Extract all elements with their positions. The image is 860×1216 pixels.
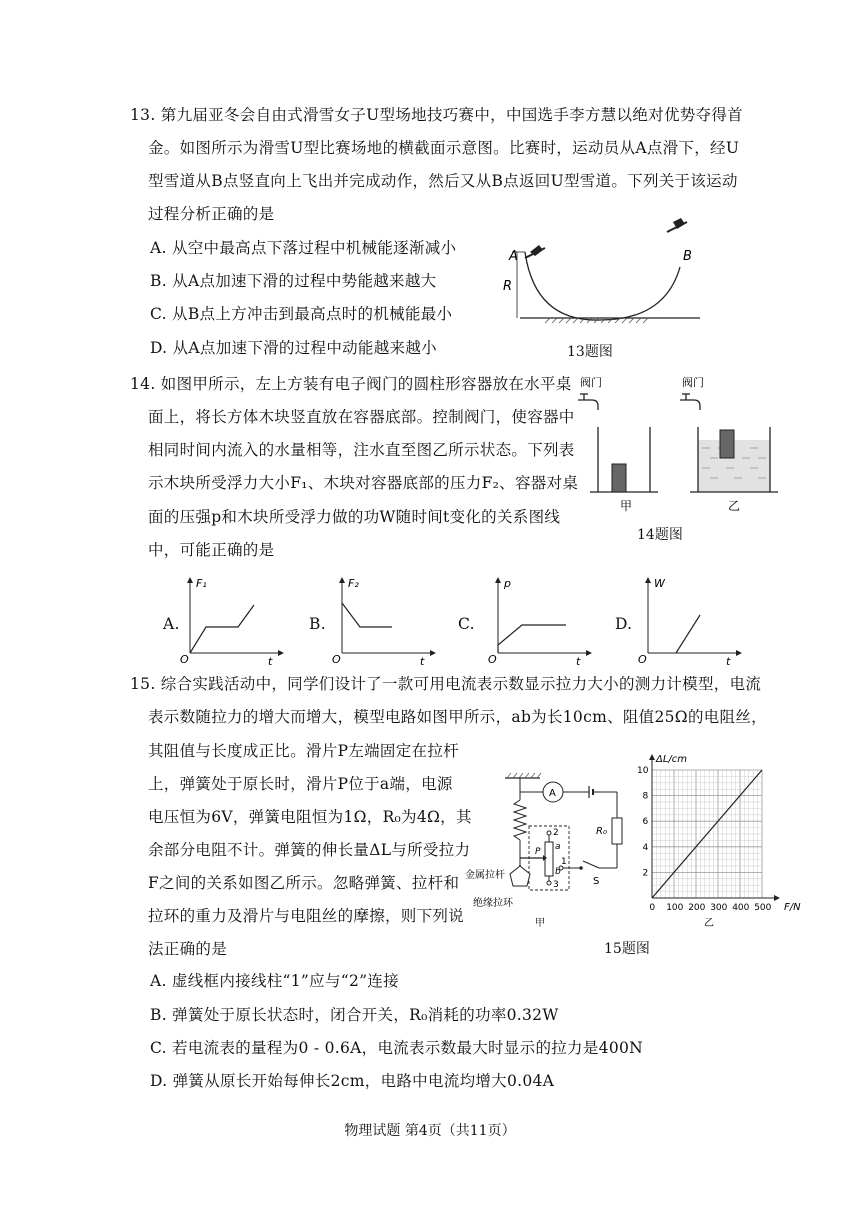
extension-force-chart — [636, 750, 811, 930]
y-tick-label: 4 — [642, 842, 649, 853]
r0-resistor — [612, 818, 622, 844]
x-axis-arrow — [774, 895, 780, 901]
y-tick-label: 2 — [642, 868, 649, 879]
x-tick-label: 100 — [666, 903, 684, 913]
q15-line: 其阻值与长度成正比。滑片P左端固定在拉杆 — [148, 742, 459, 760]
option-a: A. 从空中最高点下落过程中机械能逐渐减小 — [150, 239, 457, 257]
graph-a — [178, 575, 288, 667]
graph-option-d: D. — [615, 615, 633, 633]
q15-line: 拉环的重力及滑片与电阻丝的摩擦，则下列说 — [148, 907, 465, 925]
q15-line: F之间的关系如图乙所示。忽略弹簧、拉杆和 — [148, 874, 460, 892]
q14-line: 相同时间内流入的水量相等，注水直至图乙所示状态。下列表 — [148, 441, 575, 459]
label-jia: 甲 — [620, 499, 633, 512]
faucet-icon — [578, 394, 598, 410]
page-footer: 物理试题 第4页（共11页） — [344, 1123, 516, 1139]
graph-option-a: A. — [163, 615, 180, 633]
circuit-sub-label: 甲 — [535, 918, 545, 929]
graph-a-origin: O — [180, 653, 189, 666]
resistance-wire — [545, 842, 553, 876]
switch-label: S — [593, 876, 600, 887]
graph-d-ylabel: W — [654, 577, 665, 590]
q14-line: 中，可能正确的是 — [148, 541, 275, 559]
chart-ylabel: ΔL/cm — [656, 754, 688, 765]
graph-b-ylabel: F₂ — [348, 577, 359, 590]
terminal-2: 2 — [553, 828, 559, 838]
label-b: B — [683, 249, 692, 264]
graph-c — [486, 575, 596, 667]
graph-option-c: C. — [458, 615, 475, 633]
point-a: a — [555, 842, 561, 852]
valve-label: 阀门 — [580, 376, 602, 389]
u-track-figure — [495, 212, 705, 327]
graph-c-xlabel: t — [576, 655, 581, 667]
faucet-icon — [680, 394, 700, 410]
x-tick-label: 0 — [649, 903, 656, 913]
graph-b-xlabel: t — [420, 655, 425, 667]
q13-line: 过程分析正确的是 — [148, 205, 275, 223]
ring-label: 绝缘拉环 — [473, 898, 513, 909]
fig13-caption: 13题图 — [567, 344, 613, 360]
q14-line: 14. 如图甲所示，左上方装有电子阀门的圆柱形容器放在水平桌 — [130, 375, 572, 393]
option-a: A. 虚线框内接线柱“1”应与“2”连接 — [150, 972, 399, 990]
circuit-figure — [465, 770, 635, 930]
chart-ticks — [637, 766, 772, 913]
y-tick-label: 10 — [637, 766, 649, 776]
valve-label: 阀门 — [682, 376, 704, 389]
container-figure — [570, 372, 800, 512]
q13-line: 金。如图所示为滑雪U型比赛场地的横截面示意图。比赛时，运动员从A点滑下，经U — [148, 139, 740, 157]
label-r: R — [503, 279, 513, 294]
x-tick-label: 400 — [732, 903, 750, 913]
terminal-1: 1 — [561, 857, 567, 867]
graph-a-ylabel: F₁ — [196, 577, 207, 590]
r0-label: R₀ — [596, 826, 607, 837]
option-c: C. 若电流表的量程为0 - 0.6A，电流表示数最大时显示的拉力是400N — [150, 1039, 644, 1057]
fig14-caption: 14题图 — [637, 527, 683, 543]
option-d: D. 弹簧从原长开始每伸长2cm，电路中电流均增大0.04A — [150, 1072, 555, 1090]
option-b: B. 弹簧处于原长状态时，闭合开关，R₀消耗的功率0.32W — [150, 1006, 559, 1024]
x-tick-label: 200 — [688, 903, 706, 913]
x-tick-label: 500 — [754, 903, 772, 913]
q13-line: 13. 第九届亚冬会自由式滑雪女子U型场地技巧赛中，中国选手李方慧以绝对优势夺得首 — [130, 106, 743, 124]
terminal-3: 3 — [553, 880, 559, 890]
graph-a-xlabel: t — [268, 655, 273, 667]
skier-icon — [525, 245, 545, 258]
y-axis-arrow — [649, 754, 655, 760]
graph-b-origin: O — [332, 653, 341, 666]
q15-line: 法正确的是 — [148, 940, 228, 958]
q14-line: 面上，将长方体木块竖直放在容器底部。控制阀门，使容器中 — [148, 408, 575, 426]
pull-ring-icon — [510, 866, 530, 886]
option-c: C. 从B点上方冲击到最高点时的机械能最小 — [150, 305, 453, 323]
q15-line: 电压恒为6V，弹簧电阻恒为1Ω，R₀为4Ω，其 — [148, 808, 472, 826]
q15-line: 表示数随拉力的增大而增大，模型电路如图甲所示，ab为长10cm、阻值25Ω的电阻丝， — [148, 708, 767, 726]
fig15-caption: 15题图 — [604, 941, 650, 957]
graph-d — [636, 575, 746, 667]
q14-line: 示木块所受浮力大小F₁、木块对容器底部的压力F₂、容器对桌 — [148, 474, 579, 492]
graph-c-origin: O — [488, 653, 497, 666]
x-tick-label: 300 — [710, 903, 728, 913]
y-tick-label: 8 — [642, 791, 649, 802]
spring-icon — [514, 800, 526, 840]
graph-d-origin: O — [638, 653, 647, 666]
y-tick-label: 6 — [642, 817, 649, 828]
q13-line: 型雪道从B点竖直向上飞出并完成动作，然后又从B点返回U型雪道。下列关于该运动 — [148, 172, 738, 190]
option-d: D. 从A点加速下滑的过程中动能越来越小 — [150, 339, 437, 357]
pull-rod-label: 金属拉杆 — [465, 870, 505, 881]
q14-line: 面的压强p和木块所受浮力做的功W随时间t变化的关系图线 — [148, 508, 561, 526]
graph-d-xlabel: t — [726, 655, 731, 667]
graph-b — [330, 575, 440, 667]
q15-line: 上，弹簧处于原长时，滑片P位于a端，电源 — [148, 775, 453, 793]
graph-option-b: B. — [309, 615, 326, 633]
graph-c-ylabel: p — [504, 577, 511, 590]
q15-line: 15. 综合实践活动中，同学们设计了一款可用电流表示数显示拉力大小的测力计模型，电流 — [130, 675, 762, 693]
ammeter-label: A — [549, 788, 556, 799]
q15-line: 余部分电阻不计。弹簧的伸长量ΔL与所受拉力 — [148, 841, 471, 859]
label-yi: 乙 — [728, 499, 741, 512]
option-b: B. 从A点加速下滑的过程中势能越来越大 — [150, 272, 437, 290]
label-a: A — [509, 249, 518, 264]
chart-xlabel: F/N — [784, 902, 801, 913]
skier-icon — [667, 218, 687, 232]
point-b: b — [555, 867, 561, 877]
switch-icon — [583, 861, 599, 868]
slider-label: P — [535, 847, 541, 857]
chart-sub-label: 乙 — [704, 918, 714, 929]
